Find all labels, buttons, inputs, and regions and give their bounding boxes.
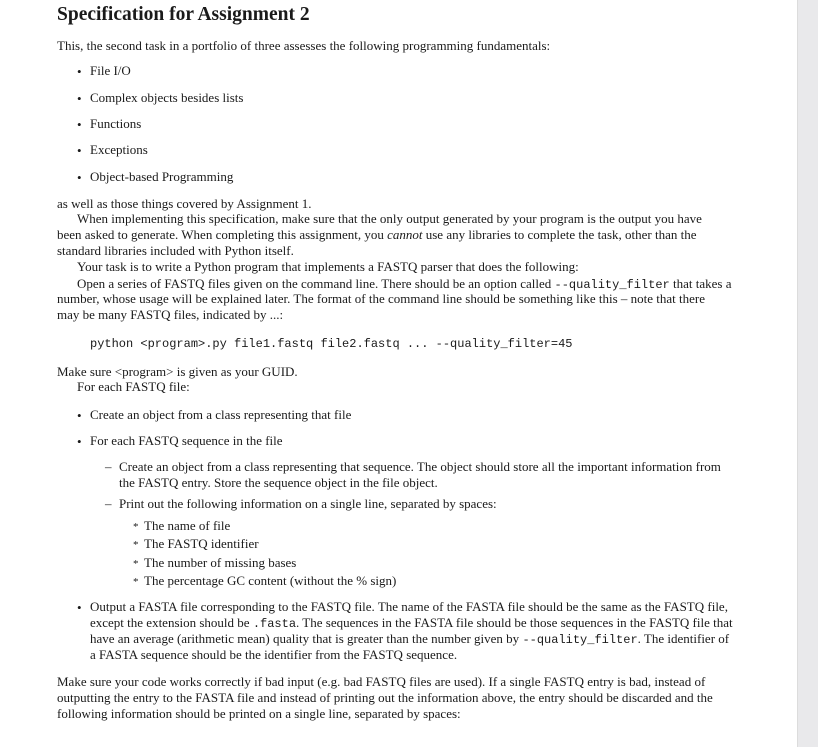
list-item: Complex objects besides lists — [90, 90, 244, 105]
open-paragraph-line: may be many FASTQ files, indicated by ...: — [57, 307, 284, 322]
code-quality-filter: --quality_filter — [522, 633, 638, 647]
dash-marker: – — [105, 496, 112, 511]
list-item: For each FASTQ sequence in the file — [90, 433, 283, 448]
list-item: Object-based Programming — [90, 169, 234, 184]
bullet-marker: • — [77, 117, 82, 132]
for-each-file-line: For each FASTQ file: — [77, 379, 190, 394]
list-item: The percentage GC content (without the % sign) — [144, 573, 397, 588]
sublist-item-line: the FASTQ entry. Store the sequence object in the file object. — [119, 475, 438, 490]
emphasis-cannot: cannot — [387, 227, 423, 242]
as-well-line: as well as those things covered by Assignment 1. — [57, 196, 312, 211]
dash-marker: – — [105, 459, 112, 474]
list-item: Exceptions — [90, 142, 148, 157]
page-title: Specification for Assignment 2 — [57, 4, 310, 25]
bullet-marker: • — [77, 170, 82, 185]
sublist-item-line: Create an object from a class representing that sequence. The object should store all the important information from — [119, 459, 721, 474]
bad-input-line: Make sure your code works correctly if bad input (e.g. bad FASTQ files are used). If a single FASTQ entry is bad, instead of — [57, 674, 706, 689]
bad-input-line: outputting the entry to the FASTA file and instead of printing out the information above, the entry should be discarded and the — [57, 690, 713, 705]
code-quality-filter: --quality_filter — [554, 278, 670, 292]
output-item-line: have an average (arithmetic mean) quality that is greater than the number given by --quality_filter. The identifier of — [90, 631, 730, 647]
impl-paragraph-line: When implementing this specification, make sure that the only output generated by your program is the output you have — [77, 211, 702, 226]
star-marker: * — [133, 576, 139, 588]
open-paragraph-line: number, whose usage will be explained later. The format of the command line should be something like this – note that there — [57, 291, 705, 306]
open-paragraph-line: Open a series of FASTQ files given on the command line. There should be an option called --quality_filter that takes a — [77, 276, 732, 292]
impl-paragraph-line: standard libraries included with Python itself. — [57, 243, 294, 258]
bullet-marker: • — [77, 64, 82, 79]
bad-input-line: following information should be printed on a single line, separated by spaces: — [57, 706, 461, 721]
list-item: File I/O — [90, 63, 131, 78]
bullet-marker: • — [77, 91, 82, 106]
impl-paragraph-line: been asked to generate. When completing this assignment, you cannot use any libraries to complete the task, other than the — [57, 227, 697, 242]
output-item-line: except the extension should be .fasta. The sequences in the FASTA file should be those sequences in the FASTQ file that — [90, 615, 733, 631]
sublist-item-line: Print out the following information on a single line, separated by spaces: — [119, 496, 497, 511]
bullet-marker: • — [77, 408, 82, 423]
list-item: The FASTQ identifier — [144, 536, 259, 551]
output-item-line: a FASTA sequence should be the identifier from the FASTQ sequence. — [90, 647, 458, 662]
task-line: Your task is to write a Python program that implements a FASTQ parser that does the following: — [77, 259, 579, 274]
vertical-scrollbar[interactable] — [797, 0, 818, 747]
list-item: The number of missing bases — [144, 555, 297, 570]
intro-paragraph: This, the second task in a portfolio of three assesses the following programming fundamentals: — [57, 38, 551, 53]
star-marker: * — [133, 558, 139, 570]
output-item-line: Output a FASTA file corresponding to the FASTQ file. The name of the FASTA file should be the same as the FASTQ file, — [90, 599, 728, 614]
star-marker: * — [133, 521, 139, 533]
bullet-marker: • — [77, 600, 82, 615]
list-item: Create an object from a class representing that file — [90, 407, 352, 422]
list-item: The name of file — [144, 518, 231, 533]
code-fasta-ext: .fasta — [252, 617, 297, 631]
bullet-marker: • — [77, 143, 82, 158]
list-item: Functions — [90, 116, 142, 131]
bullet-marker: • — [77, 434, 82, 449]
star-marker: * — [133, 539, 139, 551]
guid-line: Make sure <program> is given as your GUID. — [57, 364, 298, 379]
command-example: python <program>.py file1.fastq file2.fastq ... --quality_filter=45 — [90, 337, 573, 351]
